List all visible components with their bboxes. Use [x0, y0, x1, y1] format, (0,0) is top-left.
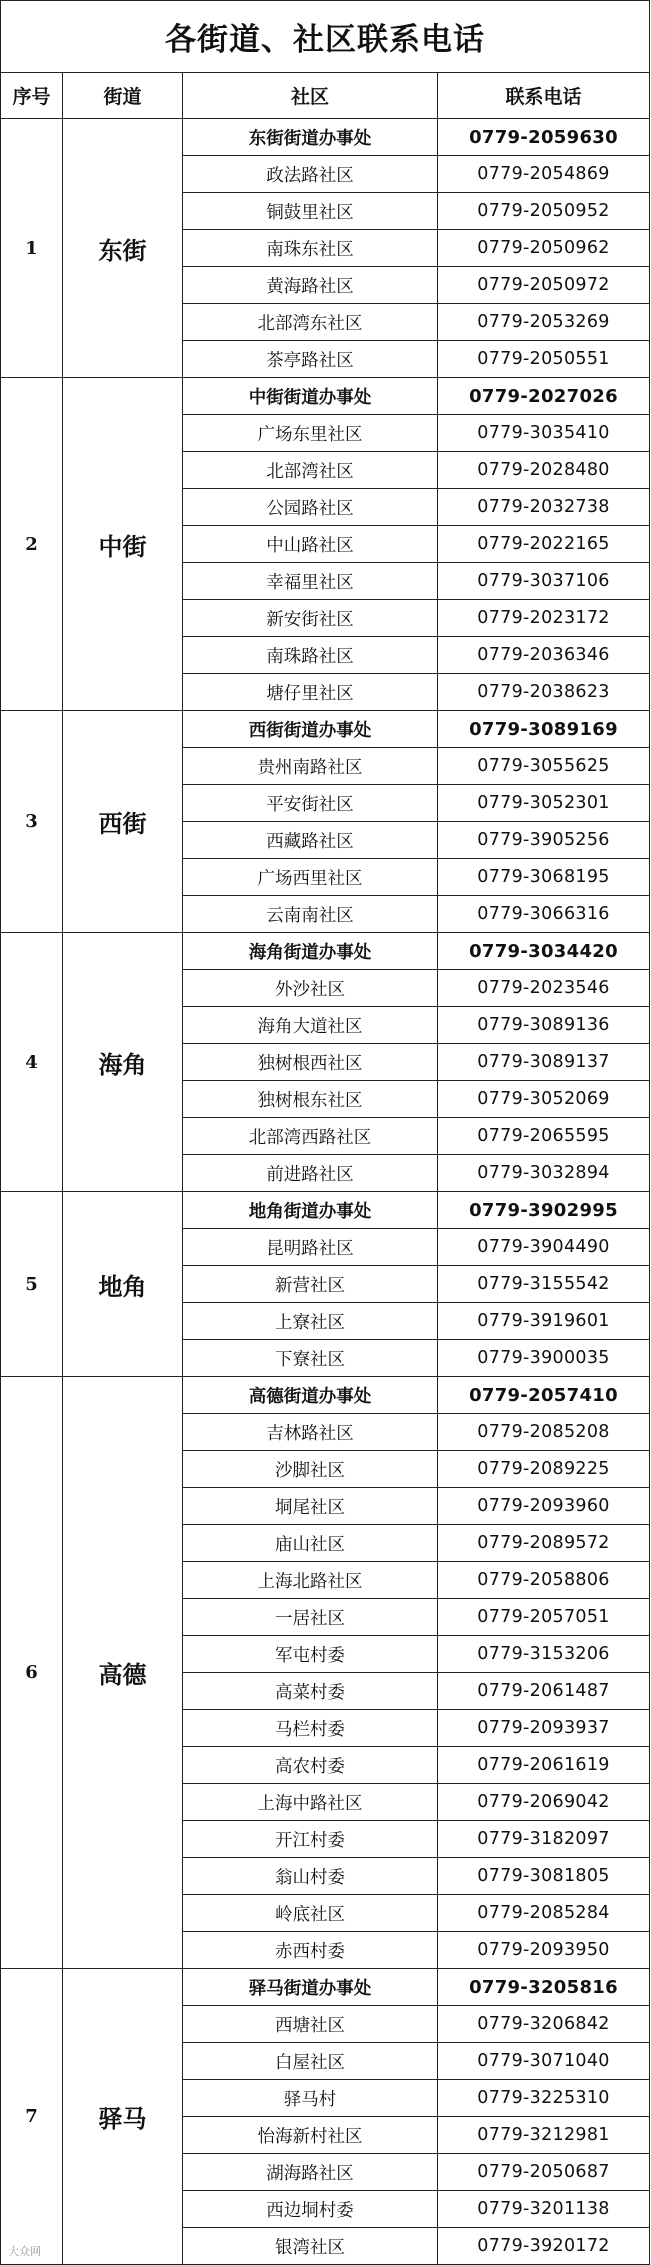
- community-cell: 公园路社区: [183, 489, 438, 526]
- phone-cell: 0779-2069042: [438, 1784, 650, 1821]
- phone-cell: 0779-2022165: [438, 526, 650, 563]
- phone-cell: 0779-3081805: [438, 1858, 650, 1895]
- community-cell: 银湾社区: [183, 2228, 438, 2265]
- office-name-cell: 中街街道办事处: [183, 378, 438, 415]
- community-cell: 南珠东社区: [183, 230, 438, 267]
- community-cell: 北部湾东社区: [183, 304, 438, 341]
- community-cell: 广场西里社区: [183, 859, 438, 896]
- phone-cell: 0779-3153206: [438, 1636, 650, 1673]
- phone-cell: 0779-2053269: [438, 304, 650, 341]
- header-phone: 联系电话: [438, 73, 650, 119]
- community-cell: 北部湾社区: [183, 452, 438, 489]
- phone-cell: 0779-3904490: [438, 1229, 650, 1266]
- phone-cell: 0779-3182097: [438, 1821, 650, 1858]
- community-cell: 新安街社区: [183, 600, 438, 637]
- community-cell: 上海中路社区: [183, 1784, 438, 1821]
- community-cell: 高农村委: [183, 1747, 438, 1784]
- community-cell: 黄海路社区: [183, 267, 438, 304]
- phone-cell: 0779-2093937: [438, 1710, 650, 1747]
- community-cell: 马栏村委: [183, 1710, 438, 1747]
- phone-cell: 0779-3089137: [438, 1044, 650, 1081]
- phone-cell: 0779-2065595: [438, 1118, 650, 1155]
- phone-cell: 0779-3035410: [438, 415, 650, 452]
- phone-cell: 0779-2057410: [438, 1377, 650, 1414]
- street-cell: 驿马: [63, 1969, 183, 2265]
- phone-cell: 0779-2028480: [438, 452, 650, 489]
- phone-cell: 0779-3902995: [438, 1192, 650, 1229]
- community-cell: 广场东里社区: [183, 415, 438, 452]
- office-name-cell: 高德街道办事处: [183, 1377, 438, 1414]
- table-row-office: [1, 1192, 650, 1229]
- phone-cell: 0779-3900035: [438, 1340, 650, 1377]
- community-cell: 庙山社区: [183, 1525, 438, 1562]
- table-row-office: [1, 378, 650, 415]
- phone-cell: 0779-3052301: [438, 785, 650, 822]
- seq-cell: 6: [1, 1377, 63, 1969]
- community-cell: 幸福里社区: [183, 563, 438, 600]
- office-name-cell: 东街街道办事处: [183, 119, 438, 156]
- phone-cell: 0779-3037106: [438, 563, 650, 600]
- community-cell: 新营社区: [183, 1266, 438, 1303]
- community-cell: 一居社区: [183, 1599, 438, 1636]
- community-cell: 西藏路社区: [183, 822, 438, 859]
- community-cell: 翁山村委: [183, 1858, 438, 1895]
- phone-cell: 0779-3066316: [438, 896, 650, 933]
- phone-cell: 0779-2061619: [438, 1747, 650, 1784]
- table-body: [1, 119, 650, 2265]
- community-cell: 湖海路社区: [183, 2154, 438, 2191]
- phone-cell: 0779-3201138: [438, 2191, 650, 2228]
- phone-cell: 0779-2050551: [438, 341, 650, 378]
- community-cell: 驿马村: [183, 2080, 438, 2117]
- community-cell: 南珠路社区: [183, 637, 438, 674]
- phone-cell: 0779-3055625: [438, 748, 650, 785]
- community-cell: 前进路社区: [183, 1155, 438, 1192]
- phone-cell: 0779-3155542: [438, 1266, 650, 1303]
- community-cell: 西边垌村委: [183, 2191, 438, 2228]
- phone-cell: 0779-2057051: [438, 1599, 650, 1636]
- phone-cell: 0779-2050972: [438, 267, 650, 304]
- office-name-cell: 地角街道办事处: [183, 1192, 438, 1229]
- watermark-text: 大众网: [8, 2245, 41, 2258]
- community-cell: 外沙社区: [183, 970, 438, 1007]
- page-title: 各街道、社区联系电话: [1, 1, 650, 73]
- phone-cell: 0779-2089225: [438, 1451, 650, 1488]
- community-cell: 赤西村委: [183, 1932, 438, 1969]
- phone-cell: 0779-2085284: [438, 1895, 650, 1932]
- community-cell: 怡海新村社区: [183, 2117, 438, 2154]
- table-row-office: [1, 1969, 650, 2006]
- community-cell: 独树根西社区: [183, 1044, 438, 1081]
- phone-cell: 0779-2054869: [438, 156, 650, 193]
- phone-cell: 0779-3212981: [438, 2117, 650, 2154]
- phone-cell: 0779-3071040: [438, 2043, 650, 2080]
- community-cell: 下寮社区: [183, 1340, 438, 1377]
- phone-cell: 0779-2023172: [438, 600, 650, 637]
- phone-cell: 0779-2038623: [438, 674, 650, 711]
- street-cell: 东街: [63, 119, 183, 378]
- seq-cell: 5: [1, 1192, 63, 1377]
- community-cell: 上寮社区: [183, 1303, 438, 1340]
- community-cell: 垌尾社区: [183, 1488, 438, 1525]
- phone-cell: 0779-2050962: [438, 230, 650, 267]
- phone-cell: 0779-2059630: [438, 119, 650, 156]
- community-cell: 白屋社区: [183, 2043, 438, 2080]
- phone-cell: 0779-3068195: [438, 859, 650, 896]
- street-cell: 海角: [63, 933, 183, 1192]
- phone-cell: 0779-3205816: [438, 1969, 650, 2006]
- community-cell: 海角大道社区: [183, 1007, 438, 1044]
- phone-cell: 0779-2027026: [438, 378, 650, 415]
- street-cell: 地角: [63, 1192, 183, 1377]
- office-name-cell: 西街街道办事处: [183, 711, 438, 748]
- phone-cell: 0779-3052069: [438, 1081, 650, 1118]
- community-cell: 沙脚社区: [183, 1451, 438, 1488]
- phone-cell: 0779-3032894: [438, 1155, 650, 1192]
- header-community: 社区: [183, 73, 438, 119]
- community-cell: 军屯村委: [183, 1636, 438, 1673]
- community-cell: 塘仔里社区: [183, 674, 438, 711]
- seq-cell: 7: [1, 1969, 63, 2265]
- community-cell: 高菜村委: [183, 1673, 438, 1710]
- community-cell: 岭底社区: [183, 1895, 438, 1932]
- community-cell: 西塘社区: [183, 2006, 438, 2043]
- table-row-office: [1, 119, 650, 156]
- community-cell: 平安街社区: [183, 785, 438, 822]
- community-cell: 铜鼓里社区: [183, 193, 438, 230]
- phone-cell: 0779-2050687: [438, 2154, 650, 2191]
- community-cell: 北部湾西路社区: [183, 1118, 438, 1155]
- header-street: 街道: [63, 73, 183, 119]
- phone-cell: 0779-3905256: [438, 822, 650, 859]
- phone-cell: 0779-2089572: [438, 1525, 650, 1562]
- street-cell: 西街: [63, 711, 183, 933]
- table-row-office: [1, 711, 650, 748]
- community-cell: 独树根东社区: [183, 1081, 438, 1118]
- phone-cell: 0779-2093950: [438, 1932, 650, 1969]
- phone-cell: 0779-3920172: [438, 2228, 650, 2265]
- phone-cell: 0779-2058806: [438, 1562, 650, 1599]
- phone-cell: 0779-2085208: [438, 1414, 650, 1451]
- phone-cell: 0779-3206842: [438, 2006, 650, 2043]
- community-cell: 贵州南路社区: [183, 748, 438, 785]
- phone-cell: 0779-2093960: [438, 1488, 650, 1525]
- office-name-cell: 驿马街道办事处: [183, 1969, 438, 2006]
- community-cell: 吉林路社区: [183, 1414, 438, 1451]
- phone-cell: 0779-3225310: [438, 2080, 650, 2117]
- seq-cell: 2: [1, 378, 63, 711]
- community-cell: 昆明路社区: [183, 1229, 438, 1266]
- community-cell: 上海北路社区: [183, 1562, 438, 1599]
- title-row: [1, 1, 650, 73]
- phone-cell: 0779-3919601: [438, 1303, 650, 1340]
- header-seq: 序号: [1, 73, 63, 119]
- community-cell: 政法路社区: [183, 156, 438, 193]
- phone-cell: 0779-3089169: [438, 711, 650, 748]
- community-cell: 茶亭路社区: [183, 341, 438, 378]
- phone-cell: 0779-2050952: [438, 193, 650, 230]
- table-row-office: [1, 1377, 650, 1414]
- phone-cell: 0779-2036346: [438, 637, 650, 674]
- office-name-cell: 海角街道办事处: [183, 933, 438, 970]
- phone-cell: 0779-2061487: [438, 1673, 650, 1710]
- phone-cell: 0779-3089136: [438, 1007, 650, 1044]
- seq-cell: 4: [1, 933, 63, 1192]
- street-cell: 高德: [63, 1377, 183, 1969]
- header-row: [1, 73, 650, 119]
- community-cell: 中山路社区: [183, 526, 438, 563]
- seq-cell: 1: [1, 119, 63, 378]
- seq-cell: 3: [1, 711, 63, 933]
- table-row-office: [1, 933, 650, 970]
- community-cell: 云南南社区: [183, 896, 438, 933]
- phone-cell: 0779-2032738: [438, 489, 650, 526]
- phone-cell: 0779-3034420: [438, 933, 650, 970]
- community-cell: 开江村委: [183, 1821, 438, 1858]
- street-cell: 中街: [63, 378, 183, 711]
- phone-cell: 0779-2023546: [438, 970, 650, 1007]
